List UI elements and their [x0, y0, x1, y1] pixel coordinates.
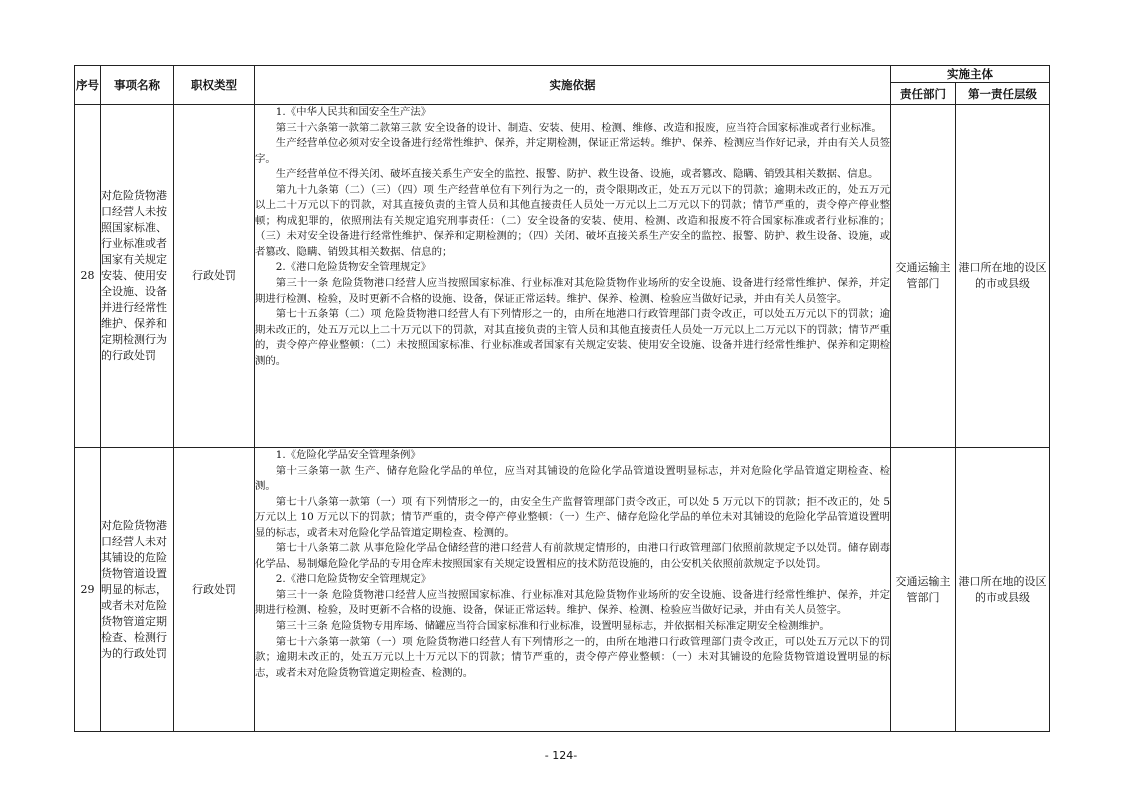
basis-paragraph: 第三十三条 危险货物专用库场、储罐应当符合国家标准和行业标准，设置明显标志，并依据相关标准定期安全检测维护。	[275, 620, 830, 633]
header-dept: 责任部门	[891, 83, 956, 105]
basis-paragraph: 第三十一条 危险货物港口经营人应当按照国家标准、行业标准对其危险货物作业场所的安全设施、设备进行经常性维护、保养，并定期进行检测、检验，及时更新不合格的设施、设备，保证正常运转。维护、保养、检测、检验应当做好记录，并由有关人员签字。	[255, 277, 890, 305]
basis-paragraph: 生产经营单位必须对安全设备进行经常性维护、保养，并定期检测，保证正常运转。维护、保养、检测应当作好记录，并由有关人员签字。	[255, 137, 890, 165]
header-type: 职权类型	[174, 66, 255, 105]
basis-paragraph: 1.《危险化学品安全管理条例》	[275, 449, 421, 461]
basis-paragraph: 1.《中华人民共和国安全生产法》	[275, 106, 432, 118]
row-item-name: 对危险货物港口经营人未按照国家标准、行业标准或者国家有关规定安装、使用安全设施、设备并进行经常性维护、保养和定期检测行为的行政处罚	[101, 105, 174, 448]
table-row	[75, 105, 1050, 448]
header-name: 事项名称	[101, 66, 174, 105]
enforcement-table	[74, 65, 1050, 732]
row-basis	[255, 448, 891, 732]
header-seq: 序号	[75, 66, 101, 105]
row-seq: 28	[75, 105, 101, 448]
basis-paragraph: 2.《港口危险货物安全管理规定》	[275, 261, 432, 274]
basis-paragraph: 生产经营单位不得关闭、破坏直接关系生产安全的监控、报警、防护、救生设备、设施，或者篡改、隐瞒、销毁其相关数据、信息。	[275, 168, 879, 181]
page-number: - 124-	[544, 749, 578, 762]
row-item-name: 对危险货物港口经营人未对其铺设的危险货物管道设置明显的标志，或者未对危险货物管道定期检查、检测行为的行政处罚	[101, 448, 174, 732]
row-level: 港口所在地的设区的市或县级	[956, 448, 1050, 732]
table-row	[75, 448, 1050, 732]
row-basis	[255, 105, 891, 448]
basis-paragraph: 第七十八条第二款 从事危险化学品仓储经营的港口经营人有前款规定情形的，由港口行政管理部门依照前款规定予以处罚。储存剧毒化学品、易制爆危险化学品的专用仓库未按照国家有关规定设置相应的技术防范设施的，由公安机关依照前款规定予以处罚。	[255, 542, 890, 570]
basis-paragraph: 第九十九条第（二）（三）（四）项 生产经营单位有下列行为之一的，责令限期改正，处五万元以下的罚款；逾期未改正的，处五万元以上二十万元以下的罚款，对其直接负责的主管人员和其他直接责任人员处一万元以上二万元以下的罚款；情节严重的，责令停产停业整顿；构成犯罪的，依照刑法有关规定追究刑事责任：（二）安全设备的安装、使用、检测、改造和报废不符合国家标准或者行业标准的；（三）未对安全设备进行经常性维护、保养和定期检测的；（四）关闭、破坏直接关系生产安全的监控、报警、防护、救生设备、设施，或者篡改、隐瞒、销毁其相关数据、信息的；	[255, 183, 890, 258]
row-type: 行政处罚	[174, 448, 255, 732]
header-basis: 实施依据	[255, 66, 891, 105]
basis-paragraph: 第七十八条第一款第（一）项 有下列情形之一的，由安全生产监督管理部门责令改正，可以处 5 万元以下的罚款；拒不改正的，处 5 万元以上 10 万元以下的罚款；情节严重的，责令停产停业整顿：（一）生产、储存危险化学品的单位未对其铺设的危险化学品管道设置明显的标志，或者未对危险化学品管道定期检查、检测的。	[255, 495, 890, 539]
row-dept: 交通运输主管部门	[891, 448, 956, 732]
basis-paragraph: 第三十六条第一款第二款第三款 安全设备的设计、制造、安装、使用、检测、维修、改造和报废，应当符合国家标准或者行业标准。	[275, 121, 882, 134]
header-subject: 实施主体	[891, 66, 1050, 83]
header-level: 第一责任层级	[956, 83, 1050, 105]
basis-paragraph: 第七十五条第（二）项 危险货物港口经营人有下列情形之一的，由所在地港口行政管理部门责令改正，可以处五万元以下的罚款；逾期未改正的，处五万元以上二十万元以下的罚款，对其直接负责的主管人员和其他直接责任人员处一万元以上二万元以下的罚款；情节严重的，责令停产停业整顿：（二）未按照国家标准、行业标准或者国家有关规定安装、使用安全设施、设备并进行经常性维护、保养和定期检测的。	[255, 308, 890, 367]
row-level: 港口所在地的设区的市或县级	[956, 105, 1050, 448]
basis-paragraph: 2.《港口危险货物安全管理规定》	[275, 573, 432, 586]
basis-paragraph: 第三十一条 危险货物港口经营人应当按照国家标准、行业标准对其危险货物作业场所的安全设施、设备进行经常性维护、保养，并定期进行检测、检验，及时更新不合格的设施、设备，保证正常运转。维护、保养、检测、检验应当做好记录，并由有关人员签字。	[255, 588, 890, 617]
row-seq: 29	[75, 448, 101, 732]
row-type: 行政处罚	[174, 105, 255, 448]
basis-paragraph: 第十三条第一款 生产、储存危险化学品的单位，应当对其铺设的危险化学品管道设置明显标志，并对危险化学品管道定期检查、检测。	[255, 464, 890, 493]
row-dept: 交通运输主管部门	[891, 105, 956, 448]
basis-paragraph: 第七十六条第一款第（一）项 危险货物港口经营人有下列情形之一的，由所在地港口行政管理部门责令改正，可以处五万元以下的罚款；逾期未改正的，处五万元以上十万元以下的罚款；情节严重的，责令停产停业整顿：（一）未对其铺设的危险货物管道设置明显的标志，或者未对危险货物管道定期检查、检测的。	[255, 635, 890, 679]
